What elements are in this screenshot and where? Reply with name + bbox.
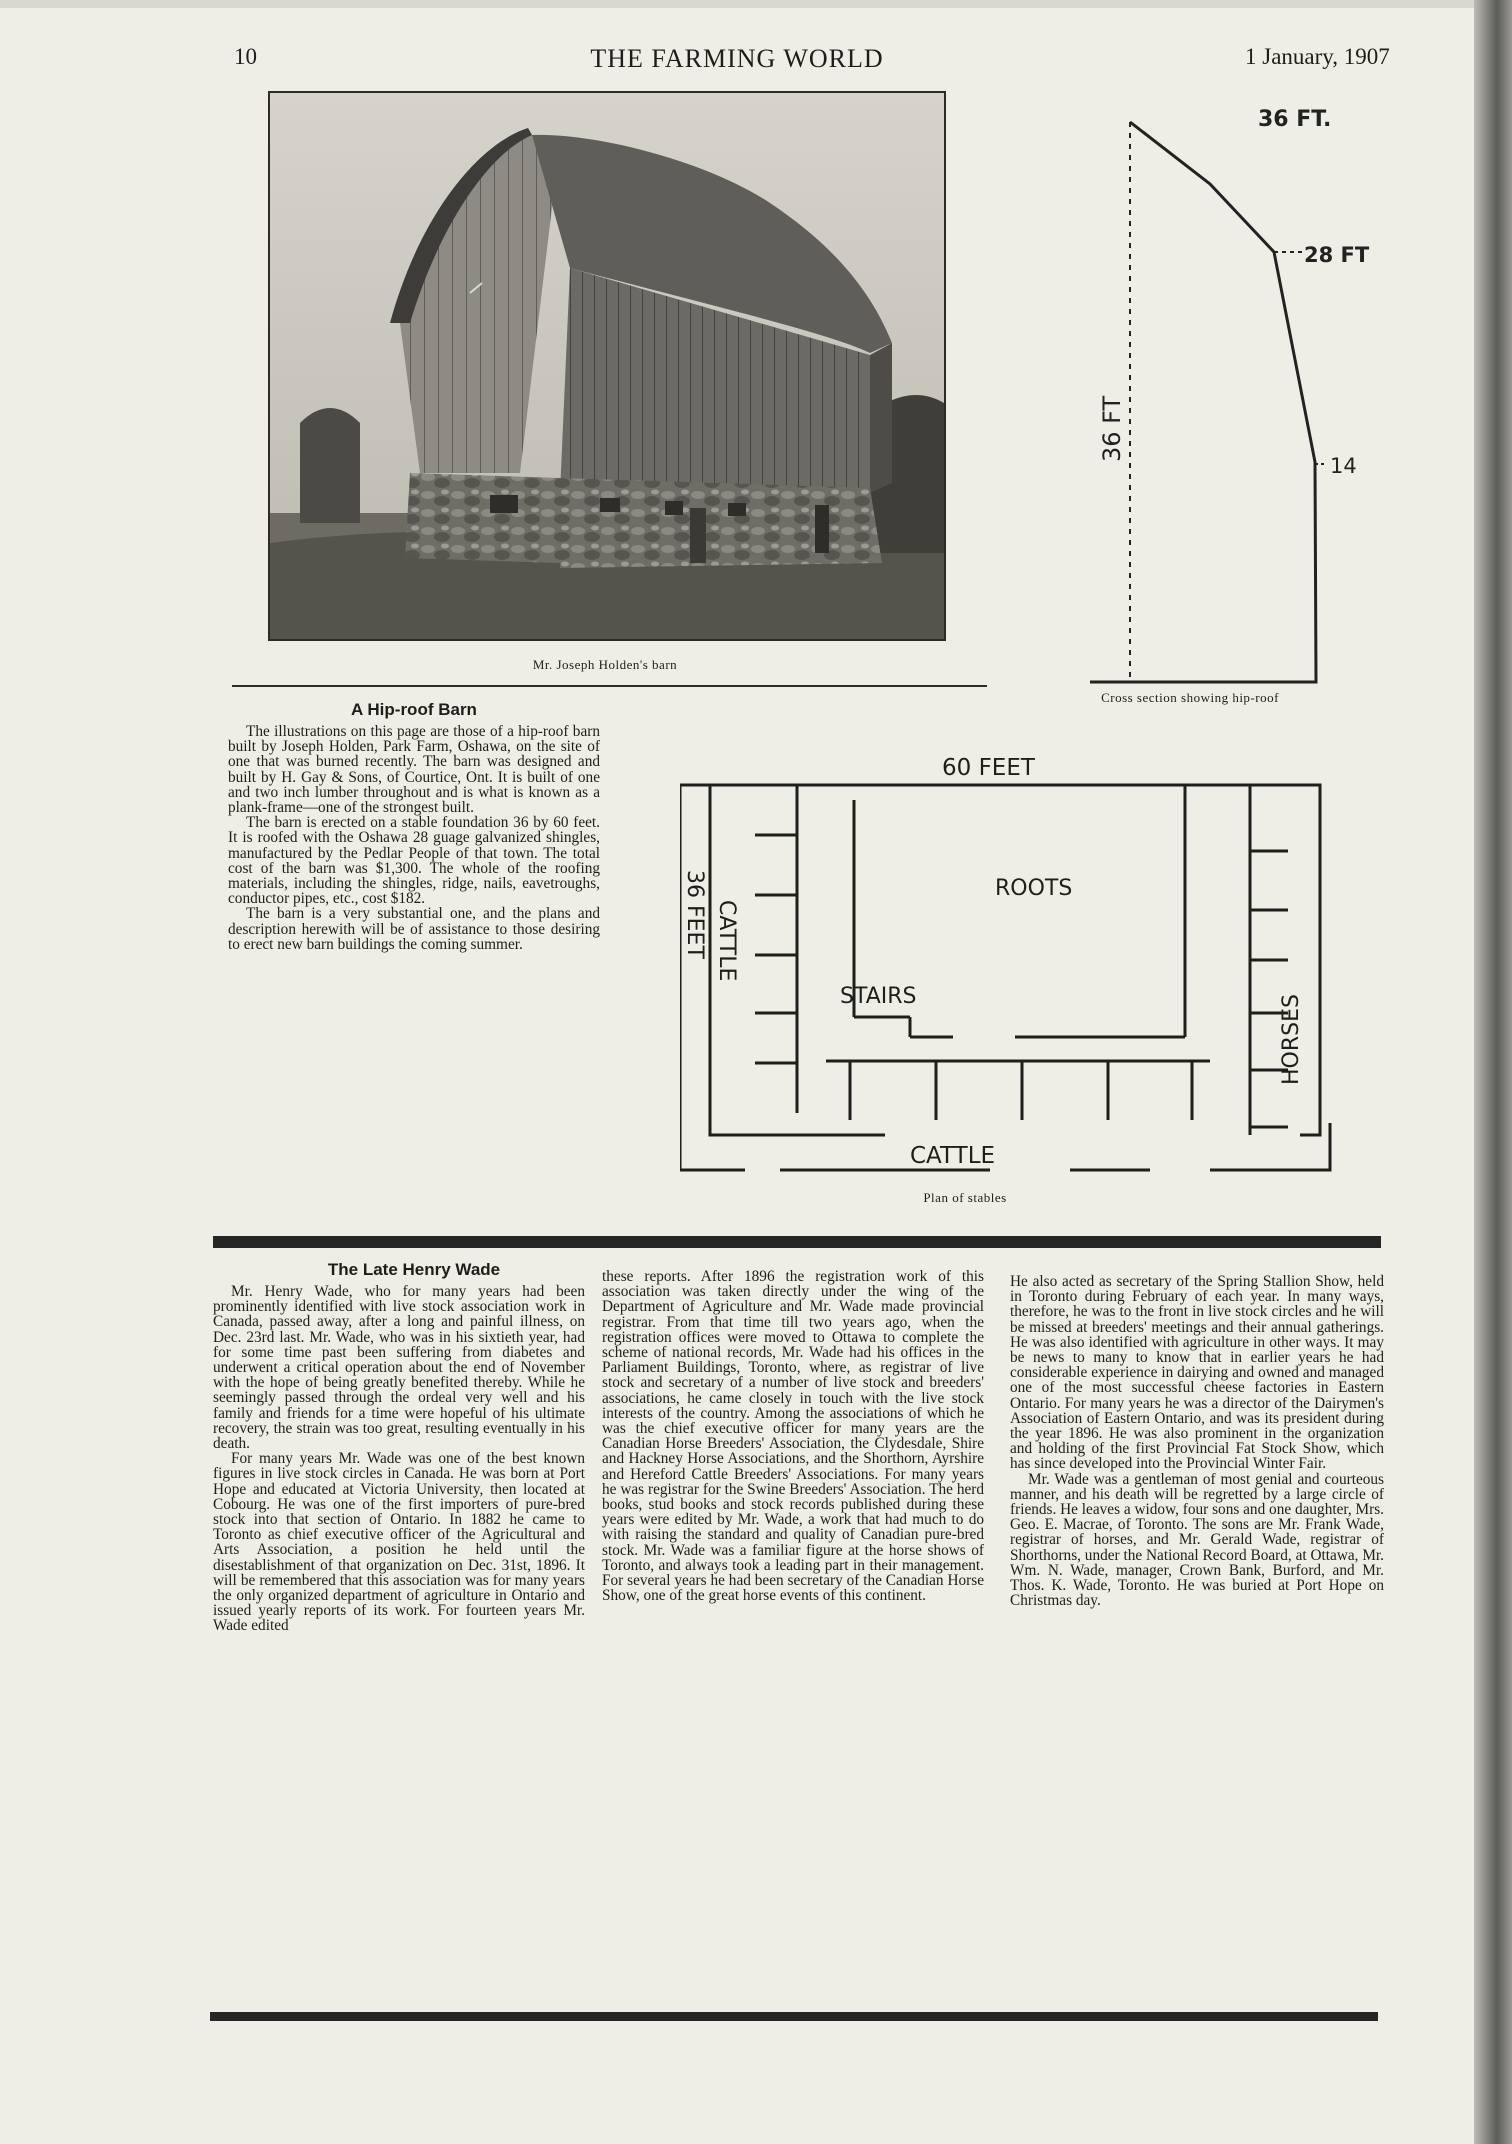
section-divider bbox=[213, 1236, 1381, 1248]
label-36-feet: 36 FEET bbox=[682, 870, 707, 959]
cross-section-diagram bbox=[1030, 92, 1410, 692]
label-roots: ROOTS bbox=[995, 876, 1073, 901]
wade-paragraph: He also acted as secretary of the Spring Stallion Show, held in Toronto during February of each year. In many ways, therefore, he was to the front in live stock circles and he will be missed at breeders' meetings and their annual gatherings. He was also identified with agriculture in other ways. It may be news to many to know that in earlier years he had considerable experience in dairying and owned and managed one of the most successful cheese factories in Eastern Ontario. For many years he was a director of the Dairymen's Association of Eastern Ontario, and was its president during the year 1896. He was also prominent in the organization and holding of the first Provincial Fat Stock Show, which has since developed into the Provincial Winter Fair. bbox=[1010, 1273, 1384, 1473]
wade-paragraph: Mr. Henry Wade, who for many years had been prominently identified with live stock association work in Canada, passed away, after a long and painful illness, on Dec. 23rd last. Mr. Wade, who was in his sixtieth year, had for some time past been suffering from diabetes and underwent a critical operation about the end of November with the hope of being greatly benefited thereby. While he seemingly passed through the ordeal very well and his family and friends for a time were hopeful of his ultimate recovery, the strain was too great, resulting eventually in his death. bbox=[213, 1283, 585, 1453]
wade-paragraph: these reports. After 1896 the registration work of this association was taken directly under the wing of the Department of Agriculture and Mr. Wade made provincial registrar. From that time till two years ago, when the registration offices were moved to Ottawa to complete the scheme of national records, Mr. Wade had his offices in the Parliament Buildings, Toronto, where, as registrar of live stock and secretary of a number of live stock and breeders' associations, he came closely in touch with the live stock interests of the country. Among the associations of which he was the chief executive officer for many years are the Canadian Horse Breeders' Association, the Clydesdale, Shire and Hackney Horse Associations, and the Shorthorn, Ayrshire and Hereford Cattle Breeders' Associations. For many years he was registrar for the Swine Breeders' Association. The herd books, stud books and stock records published during these years were edited by Mr. Wade, a work that had much to do with raising the standard and quality of Canadian pure-bred stock. Mr. Wade was a familiar figure at the horse shows of Toronto, and always took a leading part in their management. For several years he had been secretary of the Canadian Horse Show, one of the great horse events of this continent. bbox=[602, 1268, 984, 1605]
label-cattle-bottom: CATTLE bbox=[910, 1143, 996, 1169]
barn-paragraph: The barn is a very substantial one, and the plans and description herewith will be of assistance to those desiring to erect new barn buildings the coming summer. bbox=[228, 905, 600, 953]
page-number: 10 bbox=[234, 44, 257, 69]
barn-paragraph: The barn is erected on a stable foundation 36 by 60 feet. It is roofed with the Oshawa 28 guage galvanized shingles, manufactured by the Pedlar People of that town. The total cost of the barn was $1,300. The whole of the roofing materials, including the shingles, ridge, nails, eavetroughs, conductor pipes, etc., cost $182. bbox=[228, 814, 600, 908]
label-horses: HORSES bbox=[1279, 994, 1304, 1085]
label-14: 14 bbox=[1330, 454, 1357, 478]
wade-article-title: The Late Henry Wade bbox=[327, 1260, 501, 1279]
barn-paragraph: The illustrations on this page are those of a hip-roof barn built by Joseph Holden, Park Farm, Oshawa, on the site of one that was burned recently. The barn was designed and built by H. Gay & Sons, of Courtice, Ont. It is built of one and two inch lumber throughout and is what is known as a plank-frame—one of the strongest built. bbox=[228, 723, 600, 817]
label-stairs: STAIRS bbox=[840, 984, 917, 1009]
plan-caption: Plan of stables bbox=[923, 1190, 1007, 1205]
photo-caption: Mr. Joseph Holden's barn bbox=[532, 657, 678, 672]
wade-paragraph: For many years Mr. Wade was one of the best known figures in live stock circles in Canada. He was born at Port Hope and educated at Victoria University, then located at Cobourg. He was one of the first importers of pure-bred stock into that section of Ontario. In 1882 he came to Toronto as chief executive officer of the Agricultural and Arts Association, a position he held until the disestablishment of that organization on Dec. 31st, 1896. It will be remembered that this association was for many years the only organized department of agriculture in Ontario and issued yearly reports of its work. For fourteen years Mr. Wade edited bbox=[213, 1450, 585, 1635]
label-36ft-height: 36 FT bbox=[1098, 395, 1126, 462]
issue-date: 1 January, 1907 bbox=[1245, 44, 1390, 69]
wade-column-2 bbox=[602, 1269, 984, 1603]
wade-paragraph: Mr. Wade was a gentleman of most genial and courteous manner, and his death will be regretted by a large circle of friends. He leaves a widow, four sons and one daughter, Mrs. Geo. E. Macrae, of Toronto. The sons are Mr. Frank Wade, registrar of horses, and Mr. Gerald Wade, registrar of Shorthorns, under the National Record Board, at Ottawa, Mr. Wm. N. Wade, manager, Crown Bank, Burford, and Mr. Thos. K. Wade, Toronto. He was buried at Port Hope on Christmas day. bbox=[1010, 1470, 1384, 1610]
bottom-rule bbox=[210, 2012, 1378, 2021]
page-binding bbox=[1474, 0, 1512, 2144]
barn-article-body bbox=[228, 724, 600, 952]
divider-rule bbox=[232, 685, 987, 687]
label-36ft-top: 36 FT. bbox=[1258, 107, 1332, 132]
label-cattle-left: CATTLE bbox=[714, 900, 739, 982]
wade-column-1 bbox=[213, 1284, 585, 1634]
cross-section-caption: Cross section showing hip-roof bbox=[1101, 690, 1279, 705]
publication-title: THE FARMING WORLD bbox=[590, 44, 884, 73]
barn-illustration bbox=[270, 93, 944, 639]
barn-article-title: A Hip-roof Barn bbox=[351, 700, 477, 719]
stable-plan-diagram bbox=[680, 745, 1350, 1185]
label-60-feet: 60 FEET bbox=[942, 755, 1035, 781]
barn-photograph bbox=[268, 91, 946, 641]
label-28ft: 28 FT bbox=[1304, 243, 1370, 267]
wade-column-3 bbox=[1010, 1274, 1384, 1608]
page-top-edge bbox=[0, 0, 1474, 8]
